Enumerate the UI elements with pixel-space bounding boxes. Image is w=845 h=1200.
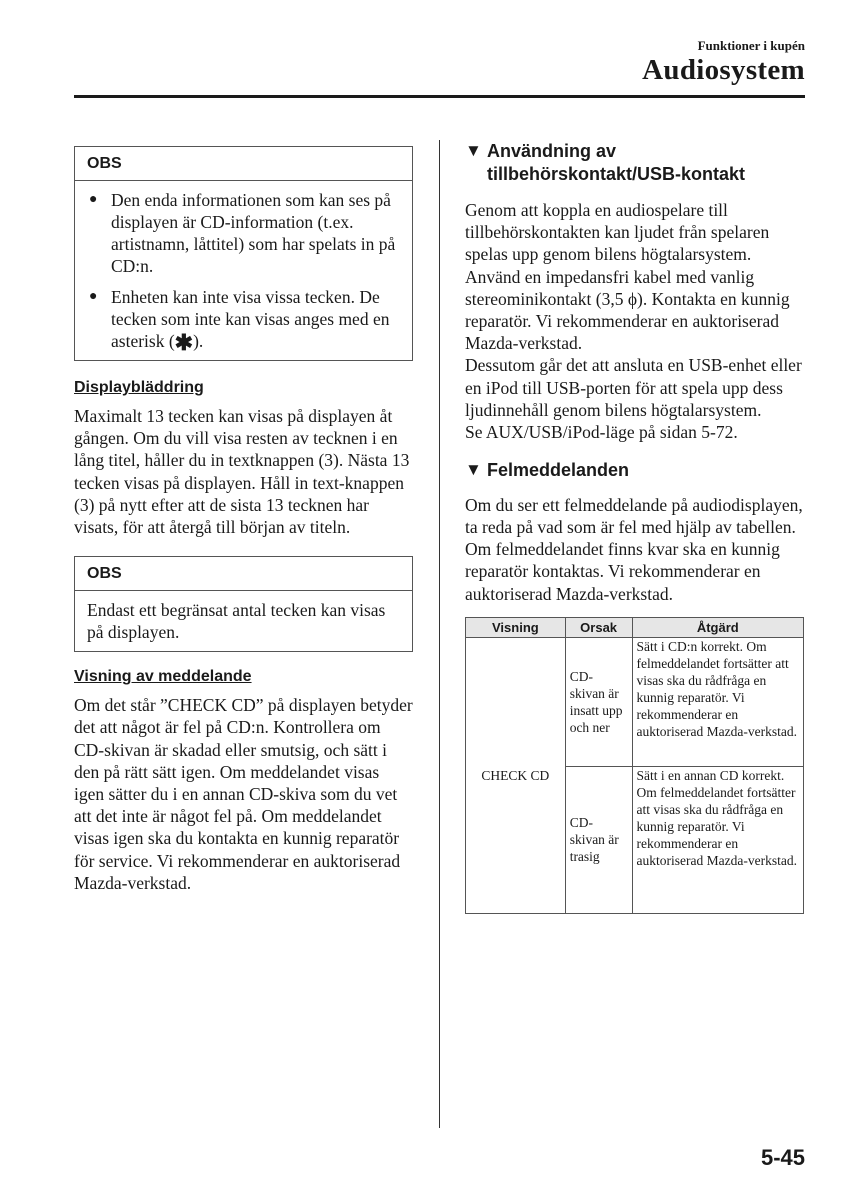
list-item xyxy=(87,286,400,355)
column-header: Orsak xyxy=(565,617,632,637)
list-item xyxy=(87,189,400,277)
title-rule xyxy=(74,95,805,98)
paragraph: Om du ser ett felmeddelande på audiodisplayen, ta reda på vad som är fel med hjälp av tabellen. Om felmeddelandet finns kvar ska en kunnig reparatör kontaktas. Vi rekommenderar en auktoriserad Mazda-verkstad. xyxy=(465,494,803,604)
paragraph: Genom att koppla en audiospelare till tillbehörskontakten kan ljudet från spelaren spelas upp genom bilens högtalarsystem. xyxy=(465,200,770,265)
section-heading: Displaybläddring xyxy=(74,379,204,396)
paragraph: Dessutom går det att ansluta en USB-enhet eller en iPod till USB-porten för att spela upp dess ljudinnehåll genom bilens högtalarsystem. xyxy=(465,355,802,420)
display-cell: CHECK CD xyxy=(466,637,566,913)
bullet-icon: ● xyxy=(89,289,98,304)
list-item-text-end: ). xyxy=(193,331,204,351)
triangle-down-icon: ▼ xyxy=(465,141,482,160)
table-row xyxy=(466,637,804,766)
note-body: Endast ett begränsat antal tecken kan visas på displayen. xyxy=(87,600,386,643)
action-cell: Sätt i CD:n korrekt. Om felmeddelandet fortsätter att visas ska du rådfråga en kunnig reparatör. Vi rekommenderar en auktoriserad Mazda-verkstad. xyxy=(632,637,803,766)
table-header-row xyxy=(466,617,804,637)
cause-cell: CD-skivan är insatt upp och ner xyxy=(565,637,632,766)
section-heading xyxy=(465,140,806,185)
note-body xyxy=(75,181,412,360)
list-item-text-wrapper xyxy=(111,286,400,355)
note-box xyxy=(74,146,413,361)
note-label: OBS xyxy=(75,147,412,181)
aux-body xyxy=(465,199,806,443)
page-title: Audiosystem xyxy=(642,54,805,86)
action-cell: Sätt i en annan CD korrekt. Om felmeddelandet fortsätter att visas ska du rådfråga en kunnig reparatör. Vi rekommenderar en auktoriserad Mazda-verkstad. xyxy=(632,766,803,913)
heading-line: Användning av xyxy=(487,141,617,161)
bullet-icon: ● xyxy=(89,192,98,207)
note-label: OBS xyxy=(75,557,412,591)
section-heading: Visning av meddelande xyxy=(74,668,252,686)
list-item-text: Enheten kan inte visa vissa tecken. De tecken som inte kan visas anges med en asterisk ( xyxy=(111,287,390,351)
cause-cell: CD-skivan är trasig xyxy=(565,766,632,913)
column-divider xyxy=(439,140,440,1128)
heading-line: tillbehörskontakt/USB-kontakt xyxy=(487,163,746,184)
column-header: Åtgärd xyxy=(632,617,803,637)
paragraph: Om det står ”CHECK CD” på displayen betyder det att något är fel på CD:n. Kontrollera om CD-skivan är skadad eller smutsig, och sätt i den på rätt sätt igen. Om meddelandet visas igen sätter du i en annan CD-skiva som du vet att det inte är något fel på. Om meddelandet visas igen ska du kontakta en kunnig reparatör för service. Vi rekommenderar en auktoriserad Mazda-verkstad. xyxy=(74,695,413,893)
page-number: 5-45 xyxy=(760,1145,805,1170)
asterisk-icon: ✱ xyxy=(174,330,194,355)
heading-text: Felmeddelanden xyxy=(487,460,630,481)
paragraph-text: Använd en impedansfri kabel med vanlig stereominikontakt (3,5 xyxy=(465,266,755,309)
diameter-icon: ϕ xyxy=(627,288,638,309)
triangle-down-icon: ▼ xyxy=(465,460,482,480)
paragraph-text: ). Kontakta en kunnig reparatör. Vi rekommenderar en auktoriserad Mazda-verkstad. xyxy=(465,288,790,354)
paragraph xyxy=(465,266,806,355)
heading-text xyxy=(487,140,745,185)
column-header: Visning xyxy=(466,617,566,637)
error-table xyxy=(465,617,804,914)
paragraph: Se AUX/USB/iPod-läge på sidan 5-72. xyxy=(465,422,738,443)
right-column xyxy=(465,140,806,914)
section-label: Funktioner i kupén xyxy=(697,38,805,53)
left-column xyxy=(74,146,413,894)
section-heading xyxy=(465,459,806,482)
list-item-text: Den enda informationen som kan ses på displayen är CD-information (t.ex. artistnamn, låttitel) som har spelats in på CD:n. xyxy=(111,190,396,276)
paragraph: Maximalt 13 tecken kan visas på displayen åt gången. Om du vill visa resten av tecknen i en lång titel, håller du in textknappen (3). Nästa 13 tecken visas på displayen. Håll in text-knappen (3) på nytt efter att de sista 13 tecknen har visats, för att återgå till början av titeln. xyxy=(74,406,410,538)
note-box xyxy=(74,556,413,652)
